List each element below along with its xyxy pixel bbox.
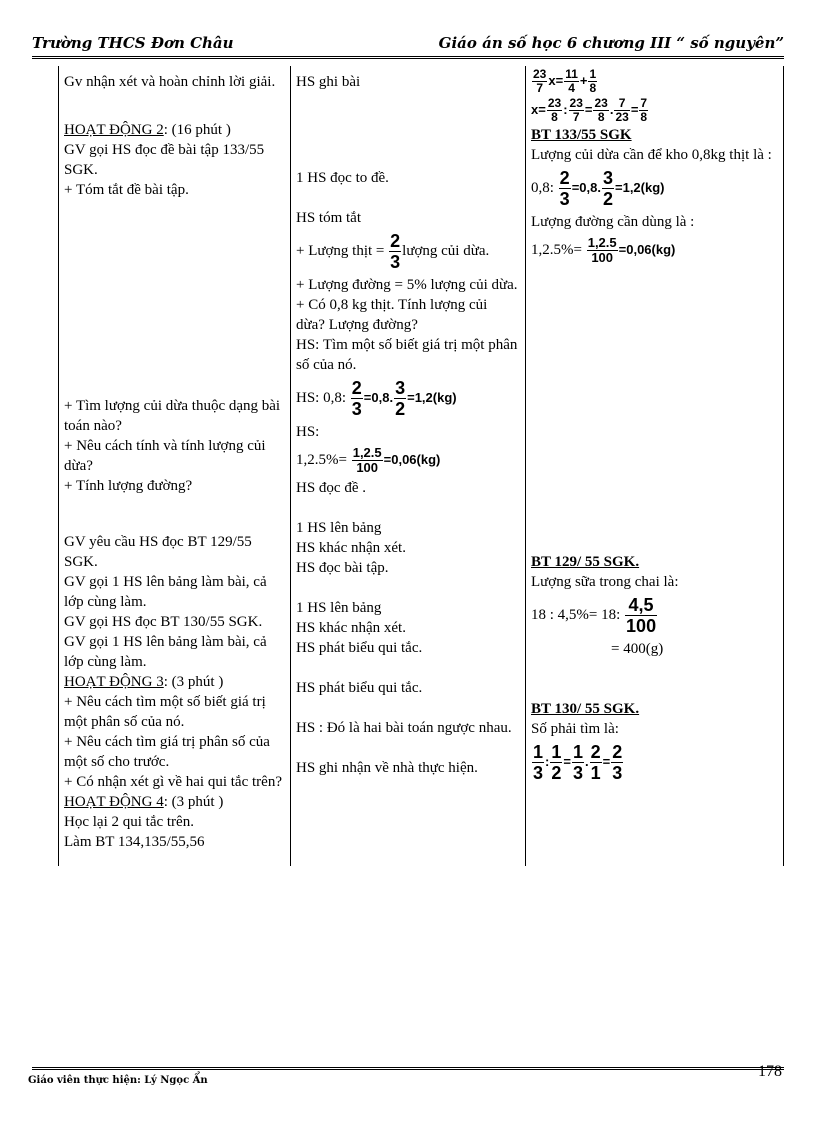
footer-rule-2 — [32, 1069, 784, 1070]
text: + Lượng đường = 5% lượng củi dừa. — [296, 277, 518, 293]
activity-heading: HOẠT ĐỘNG 2: (16 phút ) — [64, 122, 231, 138]
text: HS ghi bài — [296, 74, 361, 90]
meat-ratio: + Lượng thịt = $\frac{2}{3}$ lượng củi dừa. — [296, 231, 490, 272]
text: GV gọi HS đọc đề bài tập 133/55 SGK. — [64, 142, 265, 178]
header-rule — [32, 56, 784, 57]
text: Số phải tìm là: — [531, 721, 619, 738]
sugar-solution: 1,2.5%= $\frac{1,2.5}{100}$ =0,06(kg) — [531, 235, 676, 266]
exercise-title: BT 133/55 SGK — [531, 127, 632, 144]
text: Gv nhận xét và hoàn chỉnh lời giải. — [64, 74, 276, 90]
text: + Có 0,8 kg thịt. Tính lượng củi dừa? Lượng đường? — [296, 297, 488, 333]
board-column — [526, 66, 784, 866]
activity-heading: HOẠT ĐỘNG 4: (3 phút ) — [64, 794, 224, 810]
equation-1: $\frac{23}{7}$ x= $\frac{11}{4}$ + $\frac{1}{8}$ — [533, 67, 597, 96]
text: Học lại 2 qui tắc trên. — [64, 814, 194, 830]
school-name: Trường THCS Đơn Châu — [32, 34, 234, 52]
text: HS : Đó là hai bài toán ngược nhau. — [296, 720, 512, 737]
text: Lượng đường cần dùng là : — [531, 214, 695, 231]
text: HS khác nhận xét. — [296, 540, 406, 557]
text: GV gọi 1 HS lên bảng làm bài, cả lớp cùng làm. — [64, 634, 267, 670]
text: 1 HS lên bảng — [296, 600, 382, 617]
activity-heading: HOẠT ĐỘNG 3: (3 phút ) — [64, 674, 224, 690]
text: + Nêu cách tính và tính lượng củi dừa? — [64, 438, 266, 474]
text: HS phát biểu qui tắc. — [296, 640, 423, 657]
text: + Nêu cách tìm giá trị phân số của một số cho trước. — [64, 734, 270, 770]
equation-2: x= $\frac{23}{8}$ : $\frac{23}{7}$ = $\frac{23}{8}$ . $\frac{7}{23}$ = $\frac{7}{8}$ — [531, 96, 648, 125]
text: + Có nhận xét gì về hai qui tắc trên? — [64, 774, 282, 790]
text: HS tóm tắt — [296, 210, 362, 226]
lesson-table — [58, 66, 784, 866]
text: GV gọi 1 HS lên bảng làm bài, cả lớp cùng làm. — [64, 574, 267, 610]
text: + Tính lượng đường? — [64, 478, 193, 494]
sugar-calc: 1,2.5%= $\frac{1,2.5}{100}$ =0,06(kg) — [296, 445, 441, 476]
text: Lượng sữa trong chai là: — [531, 574, 679, 591]
text: HS khác nhận xét. — [296, 620, 406, 637]
text: 1 HS đọc to đề. — [296, 170, 389, 186]
text: HS đọc bài tập. — [296, 560, 389, 577]
footer-rule — [32, 1067, 784, 1068]
milk-solution: 18 : 4,5%= 18: $\frac{4,5}{100}$ — [531, 595, 657, 637]
text: HS: — [296, 424, 320, 440]
page-header — [32, 32, 784, 54]
exercise-title: BT 130/ 55 SGK. — [531, 701, 640, 718]
text: + Tìm lượng củi dừa thuộc dạng bài toán nào? — [64, 398, 281, 434]
student-activity-column — [291, 66, 526, 866]
text: GV gọi HS đọc BT 130/55 SGK. — [64, 614, 263, 630]
exercise-title: BT 129/ 55 SGK. — [531, 554, 640, 571]
text: Làm BT 134,135/55,56 — [64, 834, 205, 850]
header-rule-2 — [32, 58, 784, 59]
text: HS đọc đề . — [296, 480, 366, 497]
coconut-calc: HS: 0,8: $\frac{2}{3}$ =0,8. $\frac{3}{2}$ =1,2(kg) — [296, 378, 457, 419]
teacher-activity-column — [59, 66, 291, 866]
text: + Nêu cách tìm một số biết giá trị một phân số của nó. — [64, 694, 266, 730]
coconut-solution: 0,8: $\frac{2}{3}$ =0,8. $\frac{3}{2}$ =1,2(kg) — [531, 168, 665, 210]
text: HS phát biểu qui tắc. — [296, 680, 423, 697]
text: HS: Tìm một số biết giá trị một phân số của nó. — [296, 337, 518, 373]
document-title: Giáo án số học 6 chương III “ số nguyên” — [438, 34, 784, 52]
text: Lượng củi dừa cần để kho 0,8kg thịt là : — [531, 147, 772, 164]
text: = 400(g) — [611, 641, 664, 658]
fraction-solution: $\frac{1}{3}$ : $\frac{1}{2}$ = $\frac{1}{3}$ . $\frac{2}{1}$ = $\frac{2}{3}$ — [533, 742, 623, 784]
teacher-name: Giáo viên thực hiện: Lý Ngọc Ẩn — [28, 1075, 208, 1086]
text: + Tóm tắt đề bài tập. — [64, 182, 189, 198]
page-number: 178 — [758, 1063, 782, 1080]
text: GV yêu cầu HS đọc BT 129/55 SGK. — [64, 534, 252, 570]
text: 1 HS lên bảng — [296, 520, 382, 537]
text: HS ghi nhận về nhà thực hiện. — [296, 760, 478, 777]
